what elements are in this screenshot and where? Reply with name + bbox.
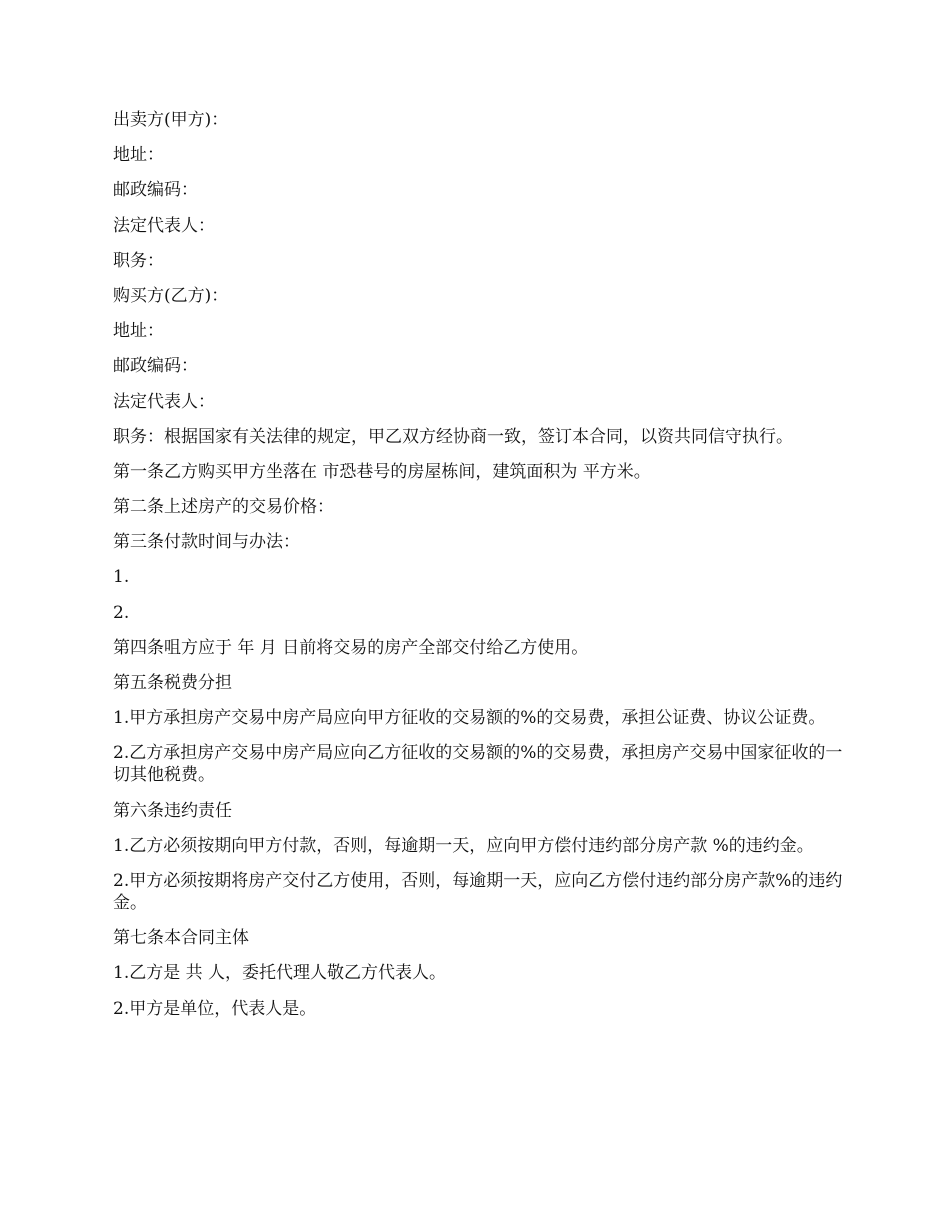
article-2: 第二条上述房产的交易价格： [113,497,334,518]
article-5: 第五条税费分担 [113,673,232,693]
seller-legal-rep-label: 法定代表人： [113,215,215,236]
article-7-item-1: 1.乙方是 共 人，委托代理人敬乙方代表人。 [113,963,447,984]
seller-address-label: 地址： [113,145,164,166]
buyer-legal-rep-label: 法定代表人： [113,391,215,412]
document-page [113,109,843,1033]
article-3: 第三条付款时间与办法： [113,532,300,553]
buyer-position-preamble: 职务：根据国家有关法律的规定，甲乙双方经协商一致，签订本合同，以资共同信守执行。 [113,426,793,447]
article-5-item-2: 2.乙方承担房产交易中房产局应向乙方征收的交易额的%的交易费，承担房产交易中国家征收的一切其他税费。 [113,743,843,786]
buyer-postcode-label: 邮政编码： [113,356,198,377]
seller-label: 出卖方(甲方)： [113,110,229,130]
buyer-address-label: 地址： [113,321,164,342]
article-4: 第四条咀方应于 年 月 日前将交易的房产全部交付给乙方使用。 [113,637,589,658]
buyer-label: 购买方(乙方)： [113,285,229,306]
article-7-item-2: 2.甲方是单位，代表人是。 [113,998,317,1019]
article-1: 第一条乙方购买甲方坐落在 市恐巷号的房屋栋间，建筑面积为 平方米。 [113,461,651,482]
article-5-item-1: 1.甲方承担房产交易中房产局应向甲方征收的交易额的%的交易费，承担公证费、协议公证费。 [113,708,826,729]
article-6-item-2: 2.甲方必须按期将房产交付乙方使用，否则，每逾期一天，应向乙方偿付违约部分房产款%的违约金。 [113,870,843,913]
article-6-item-1: 1.乙方必须按期向甲方付款，否则，每逾期一天，应向甲方偿付违约部分房产款 %的违约金。 [113,835,814,856]
article-6: 第六条违约责任 [113,800,232,821]
seller-postcode-label: 邮政编码： [113,180,198,201]
article-3-item-1: 1. [113,567,130,588]
article-7: 第七条本合同主体 [113,928,249,949]
article-3-item-2: 2. [113,602,130,623]
seller-position-label: 职务： [113,250,164,271]
